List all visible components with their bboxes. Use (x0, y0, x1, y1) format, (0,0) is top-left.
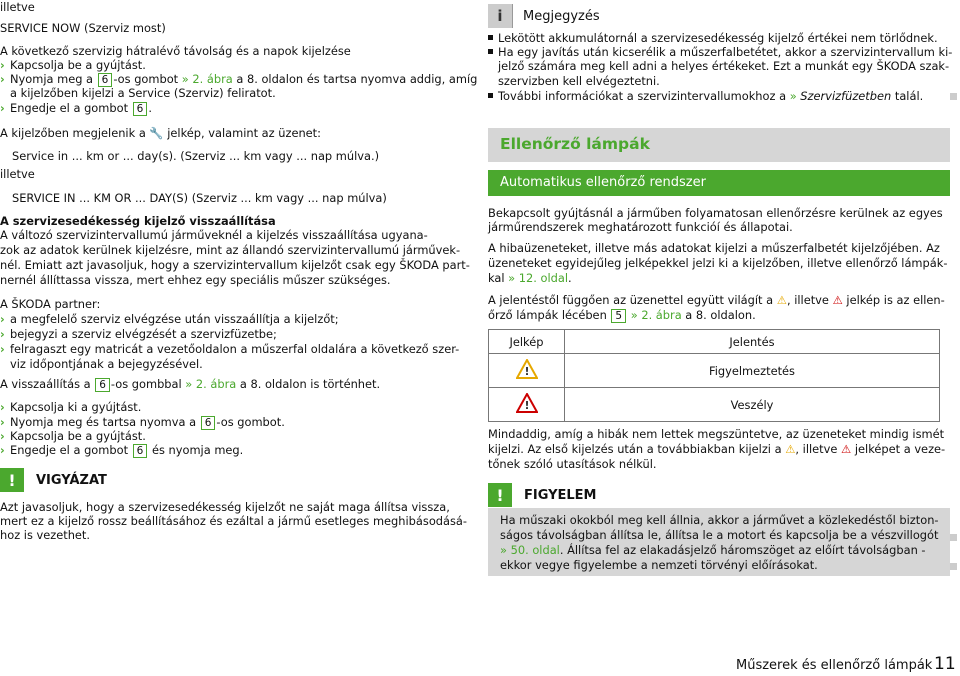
exclamation-icon: ! (488, 483, 512, 507)
arrow-icon: › (0, 72, 5, 86)
step: › Engedje el a gombot 6 . (0, 101, 152, 115)
arrow-icon: › (0, 342, 5, 356)
paragraph-line: A jelentéstől függően az üzenettel együtt világít a ⚠, illetve ⚠ jelkép is az ellen- (488, 293, 945, 307)
button-ref: 6 (95, 378, 110, 392)
text-line: illetve (0, 0, 35, 14)
warning-line: ságos távolságban állítsa le, állítsa le a motort és kapcsolja be a vészvillogót (500, 528, 939, 542)
note-line: szervizben kell elvégeztetni. (498, 74, 660, 88)
note-item: További információkat a szervizintervallumokhoz a » Szervizfüzetben talál. (488, 89, 923, 103)
paragraph-line: A változó szervizintervallumú járműveknél a kijelzés visszaállítása ugyana- (0, 228, 428, 242)
step: › Nyomja meg a 6 -os gombot » 2. ábra a 8. oldalon és tartsa nyomva addig, amíg (0, 72, 478, 86)
subsection-title: Automatikus ellenőrző rendszer (500, 175, 706, 190)
figyelem-header (488, 483, 597, 507)
danger-triangle-icon: ⚠ (832, 293, 843, 307)
arrow-icon: › (0, 429, 5, 443)
svg-text:!: ! (523, 365, 530, 378)
paragraph-line: Bekapcsolt gyújtásnál a járműben folyamatosan ellenőrzésre kerülnek az egyes (488, 206, 943, 220)
text-line: a kijelzőben kijelzi a Service (Szerviz) feliratot. (10, 86, 276, 100)
warning-line: Azt javasoljuk, hogy a szervizesedékesség kijelzőt ne saját maga állítsa vissza, (0, 500, 450, 514)
table-cell: Figyelmeztetés (565, 354, 940, 388)
paragraph-line: járműrendszerek meghatározott funkcióí és állapotai. (488, 220, 793, 234)
wrench-icon: 🔧 (149, 126, 164, 140)
note-line: jelző számára meg kell adni a helyes értékeket. Ezt a munkát egy ŠKODA szak- (498, 59, 950, 73)
service-now-heading: SERVICE NOW (Szerviz most) (0, 21, 166, 35)
vigyazat-title: VIGYÁZAT (36, 472, 107, 488)
list-item: › felragaszt egy matricát a vezetőoldalon a műszerfal oldalára a következő szer- (0, 342, 460, 356)
danger-triangle-icon: ⚠ (841, 442, 852, 456)
step: › Kapcsolja be a gyújtást. (0, 429, 146, 443)
side-marker (950, 563, 957, 570)
table-row (489, 354, 940, 388)
table-header: Jelentés (565, 330, 940, 354)
warning-line: Ha műszaki okokból meg kell állnia, akkor a járművet a közlekedéstől bizton- (500, 513, 939, 527)
warning-line: mert ez a kijelző rossz beállításához és ezáltal a jármű esetleges meghibásodásá- (0, 514, 468, 528)
table-row (489, 388, 940, 422)
button-ref: 6 (201, 416, 216, 430)
page-link[interactable]: » 12. oldal (508, 271, 569, 285)
paragraph-line: kijelzi. Az első kijelzés után a továbbiakban kijelzi a ⚠, illetve ⚠ jelképet a veze- (488, 442, 946, 456)
paragraph-line: A hibaüzeneteket, illetve más adatokat kijelzi a műszerfalbetét kijelzőjében. Az (488, 241, 940, 255)
warning-triangle-icon (516, 359, 538, 379)
section-title-bar (488, 128, 950, 162)
table-cell: Veszély (565, 388, 940, 422)
list-item: › bejegyzi a szerviz elvégzését a szervizfüzetbe; (0, 327, 277, 341)
arrow-icon: › (0, 101, 5, 115)
page-number: 11 (934, 654, 956, 674)
paragraph-line: nernél állíttassa vissza, mert ehhez egy speciális műszer szükséges. (0, 273, 391, 287)
danger-triangle-icon (516, 393, 538, 413)
note-item: Lekötött akkumulátornál a szervizesedékesség kijelző értékei nem törlődnek. (488, 31, 938, 45)
button-ref: 6 (133, 444, 148, 458)
table-header: Jelkép (489, 330, 565, 354)
paragraph-line: nél. Emiatt azt javasoljuk, hogy a szervizintervallum kijelzőt csak egy ŠKODA part- (0, 258, 470, 272)
step: › Kapcsolja ki a gyújtást. (0, 400, 142, 414)
warning-line: ekkor vegye figyelembe a nemzeti törvényi előírásokat. (500, 558, 818, 572)
note-title: Megjegyzés (523, 8, 600, 24)
list-item: › a megfelelő szerviz elvégzése után visszaállítja a kijelzőt; (0, 312, 339, 326)
subsection-bar (488, 170, 950, 196)
svg-text:!: ! (523, 399, 530, 412)
section-title: Ellenőrző lámpák (500, 135, 650, 153)
note-item: Ha egy javítás után kicserélik a műszerfalbetétet, akkor a szervizintervallum ki- (488, 45, 952, 59)
paragraph-line: Mindaddig, amíg a hibák nem lettek megszüntetve, az üzeneteket mindig ismét (488, 427, 945, 441)
step: › Kapcsolja be a gyújtást. (0, 58, 146, 72)
step: › Engedje el a gombot 6 és nyomja meg. (0, 443, 244, 457)
arrow-icon: › (0, 400, 5, 414)
info-icon: i (488, 4, 512, 28)
figure-link[interactable]: » 2. ábra (627, 308, 682, 322)
paragraph-line: zok az adatok kerülnek kijelzésre, mint az állandó szervizintervallumú járművek- (0, 243, 461, 257)
arrow-icon: › (0, 58, 5, 72)
button-ref: 5 (611, 309, 626, 323)
text-line: A visszaállítás a 6 -os gombbal » 2. ábra a 8. oldalon is történhet. (0, 377, 381, 391)
paragraph-line: üzeneteket egyidejűleg jelképekkel jelzi ki a kijelzőben, illetve ellenőrző lámpák- (488, 256, 948, 270)
arrow-icon: › (0, 415, 5, 429)
arrow-icon: › (0, 327, 5, 341)
message-line: Service in ... km or ... day(s). (Szerviz ... km vagy ... nap múlva.) (12, 149, 380, 163)
paragraph-line: őrző lámpák lécében 5 » 2. ábra a 8. oldalon. (488, 308, 756, 322)
step: › Nyomja meg és tartsa nyomva a 6 -os gombot. (0, 415, 285, 429)
page-link[interactable]: » 50. oldal (500, 543, 560, 557)
reference-link[interactable]: » (789, 89, 797, 103)
warning-line: hoz is vezethet. (0, 528, 91, 542)
arrow-icon: › (0, 443, 5, 457)
figyelem-title: FIGYELEM (524, 487, 597, 503)
text-line: A ŠKODA partner: (0, 297, 101, 311)
section-heading: A következő szervizig hátralévő távolság és a napok kijelzése (0, 44, 351, 58)
side-marker (950, 534, 957, 541)
button-ref: 6 (98, 73, 113, 87)
warning-line: » 50. oldal. Állítsa fel az elakadásjelző háromszöget az előírt távolságban - (500, 543, 926, 557)
footer-title: Műszerek és ellenőrző lámpák (736, 658, 933, 673)
reset-heading: A szervizesedékesség kijelző visszaállítása (0, 214, 276, 228)
button-ref: 6 (133, 102, 148, 116)
message-line: SERVICE IN ... KM OR ... DAY(S) (Szerviz ... km vagy ... nap múlva) (12, 191, 387, 205)
exclamation-icon: ! (0, 468, 24, 492)
text-line: illetve (0, 167, 35, 181)
arrow-icon: › (0, 312, 5, 326)
figure-link[interactable]: » 2. ábra (181, 72, 233, 86)
warning-triangle-icon: ⚠ (785, 442, 796, 456)
figure-link[interactable]: » 2. ábra (185, 377, 237, 391)
note-header (488, 4, 600, 28)
paragraph-line: kal » 12. oldal. (488, 271, 572, 285)
text-line: viz időpontjának a bejegyzésével. (10, 357, 203, 371)
warning-triangle-icon: ⚠ (776, 293, 787, 307)
side-marker (950, 93, 957, 100)
paragraph-line: tőnek szóló utasítások nélkül. (488, 457, 657, 471)
vigyazat-header (0, 468, 107, 492)
text-line: A kijelzőben megjelenik a 🔧 jelkép, valamint az üzenet: (0, 126, 321, 140)
symbol-table (488, 329, 940, 422)
